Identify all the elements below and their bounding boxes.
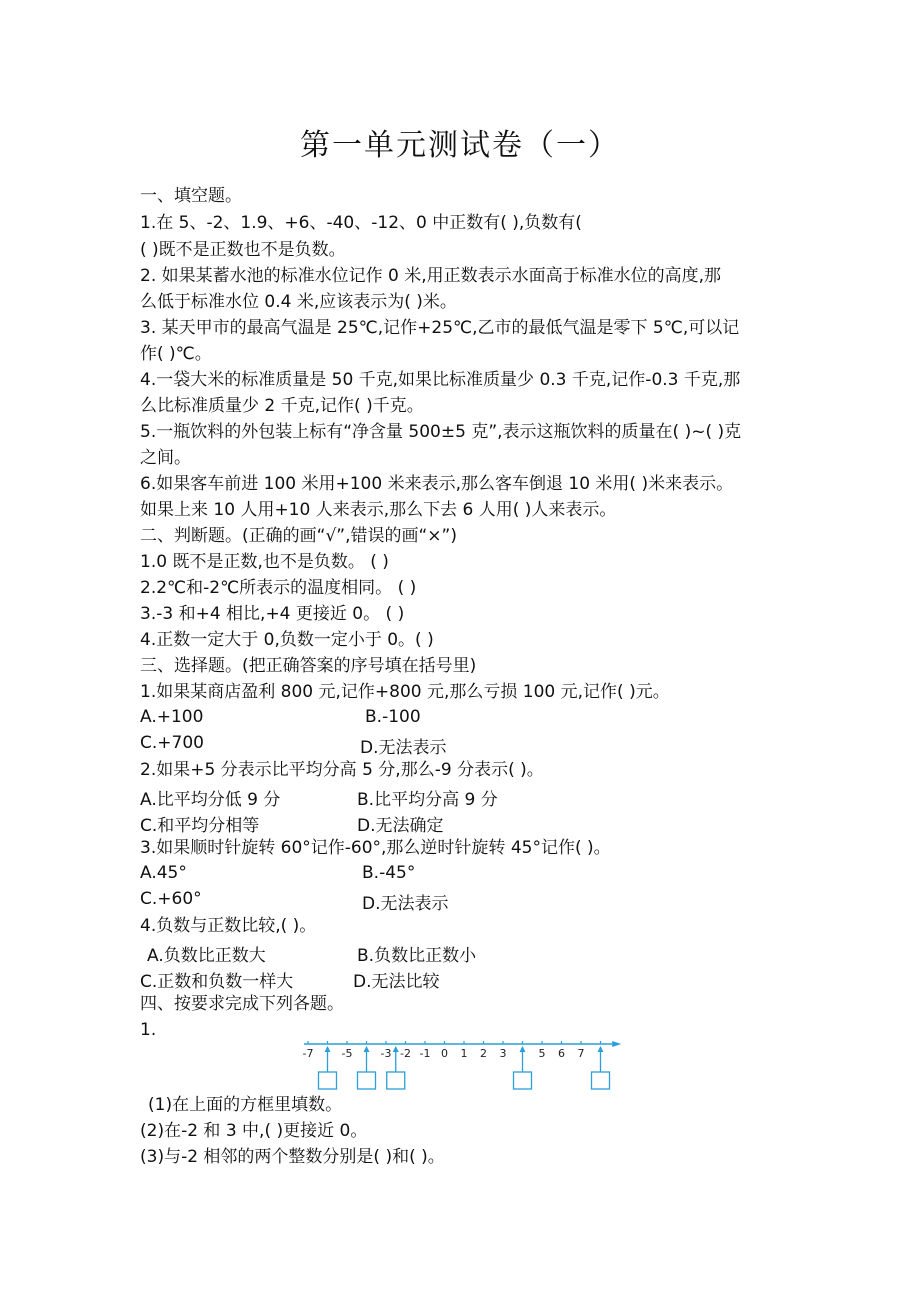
number-line-tick-label: -3 xyxy=(380,1047,392,1060)
question-text: 之间。 xyxy=(140,448,191,468)
question-text: 6.如果客车前进 100 米用+100 米来表示,那么客车倒退 10 米用( )米来表示。 xyxy=(140,474,734,494)
question-text: 3. 某天甲市的最高气温是 25℃,记作+25℃,乙市的最低气温是零下 5℃,可以记 xyxy=(140,318,740,338)
question-text: ( )既不是正数也不是负数。 xyxy=(140,240,346,260)
number-line-tick-label: 0 xyxy=(441,1047,448,1060)
answer-arrow-head xyxy=(520,1046,526,1052)
option-a: A.比平均分低 9 分 xyxy=(140,790,281,810)
section-4-heading: 四、按要求完成下列各题。 xyxy=(140,994,344,1014)
section-1-heading: 一、填空题。 xyxy=(140,186,242,206)
question-text: 1.如果某商店盈利 800 元,记作+800 元,那么亏损 100 元,记作( )元。 xyxy=(140,682,670,702)
question-text: 3.如果顺时针旋转 60°记作-60°,那么逆时针旋转 45°记作( )。 xyxy=(140,838,611,858)
question-text: (2)在-2 和 3 中,( )更接近 0。 xyxy=(140,1121,368,1141)
answer-box xyxy=(592,1072,610,1089)
number-line-figure xyxy=(298,1036,628,1088)
number-line-tick-label: -5 xyxy=(341,1047,353,1060)
question-text: 如果上来 10 人用+10 人来表示,那么下去 6 人用( )人来表示。 xyxy=(140,500,617,520)
option-c: C.和平均分相等 xyxy=(140,816,260,836)
option-b: B.负数比正数小 xyxy=(357,946,477,966)
answer-arrow-head xyxy=(364,1046,370,1052)
page-title: 第一单元测试卷（一） xyxy=(300,128,620,163)
question-text: 1.0 既不是正数,也不是负数。 ( ) xyxy=(140,552,389,572)
number-line-tick-label: 5 xyxy=(538,1047,546,1060)
question-text: 4.正数一定大于 0,负数一定小于 0。( ) xyxy=(140,630,434,650)
section-2-heading: 二、判断题。(正确的画“√”,错误的画“×”) xyxy=(140,526,457,546)
option-c: C.正数和负数一样大 xyxy=(140,972,294,992)
question-text: 3.-3 和+4 相比,+4 更接近 0。 ( ) xyxy=(140,604,405,624)
number-line-tick-label: 1 xyxy=(460,1047,468,1060)
question-text: 5.一瓶饮料的外包装上标有“净含量 500±5 克”,表示这瓶饮料的质量在( )~( )克 xyxy=(140,422,742,442)
question-text: 1.在 5、-2、1.9、+6、-40、-12、0 中正数有( ),负数有( xyxy=(140,213,582,233)
option-c: C.+60° xyxy=(140,889,202,909)
option-c: C.+700 xyxy=(140,733,204,753)
option-a: A.45° xyxy=(140,863,187,883)
number-line-tick-label: 3 xyxy=(499,1047,507,1060)
option-b: B.-45° xyxy=(362,863,416,883)
answer-box xyxy=(514,1072,532,1089)
option-a: A.负数比正数大 xyxy=(147,946,266,966)
number-line-arrowhead xyxy=(612,1041,621,1047)
answer-arrow-head xyxy=(598,1046,604,1052)
question-text: 2. 如果某蓄水池的标准水位记作 0 米,用正数表示水面高于标准水位的高度,那 xyxy=(140,266,722,286)
option-b: B.比平均分高 9 分 xyxy=(357,790,498,810)
number-line-tick-label: -7 xyxy=(302,1047,314,1060)
section-3-heading: 三、选择题。(把正确答案的序号填在括号里) xyxy=(140,656,477,676)
answer-box xyxy=(387,1072,405,1089)
option-b: B.-100 xyxy=(365,707,421,727)
question-text: 作( )℃。 xyxy=(140,344,212,364)
number-line-tick-label: 2 xyxy=(480,1047,487,1060)
question-text: 4.一袋大米的标准质量是 50 千克,如果比标准质量少 0.3 千克,记作-0.3 千克,那 xyxy=(140,370,741,390)
answer-arrow-head xyxy=(393,1046,399,1052)
number-line xyxy=(298,1036,628,1088)
option-d: D.无法表示 xyxy=(362,894,449,914)
question-text: 2.如果+5 分表示比平均分高 5 分,那么-9 分表示( )。 xyxy=(140,760,544,780)
option-a: A.+100 xyxy=(140,707,204,727)
option-d: D.无法确定 xyxy=(357,816,444,836)
number-line-tick-label: 7 xyxy=(577,1047,585,1060)
question-text: (3)与-2 相邻的两个整数分别是( )和( )。 xyxy=(140,1147,445,1167)
number-line-tick-label: 6 xyxy=(558,1047,565,1060)
question-text: 么比标准质量少 2 千克,记作( )千克。 xyxy=(140,396,424,416)
answer-box xyxy=(358,1072,376,1089)
option-d: D.无法表示 xyxy=(360,738,447,758)
answer-arrow-head xyxy=(325,1046,331,1052)
question-text: 2.2℃和-2℃所表示的温度相同。 ( ) xyxy=(140,578,417,598)
question-text: 1. xyxy=(140,1020,157,1040)
question-text: (1)在上面的方框里填数。 xyxy=(148,1095,343,1115)
answer-box xyxy=(319,1072,337,1089)
number-line-tick-label: -1 xyxy=(419,1047,431,1060)
question-text: 4.负数与正数比较,( )。 xyxy=(140,916,317,936)
number-line-tick-label: -2 xyxy=(400,1047,411,1060)
question-text: 么低于标准水位 0.4 米,应该表示为( )米。 xyxy=(140,292,457,312)
option-d: D.无法比较 xyxy=(353,972,440,992)
